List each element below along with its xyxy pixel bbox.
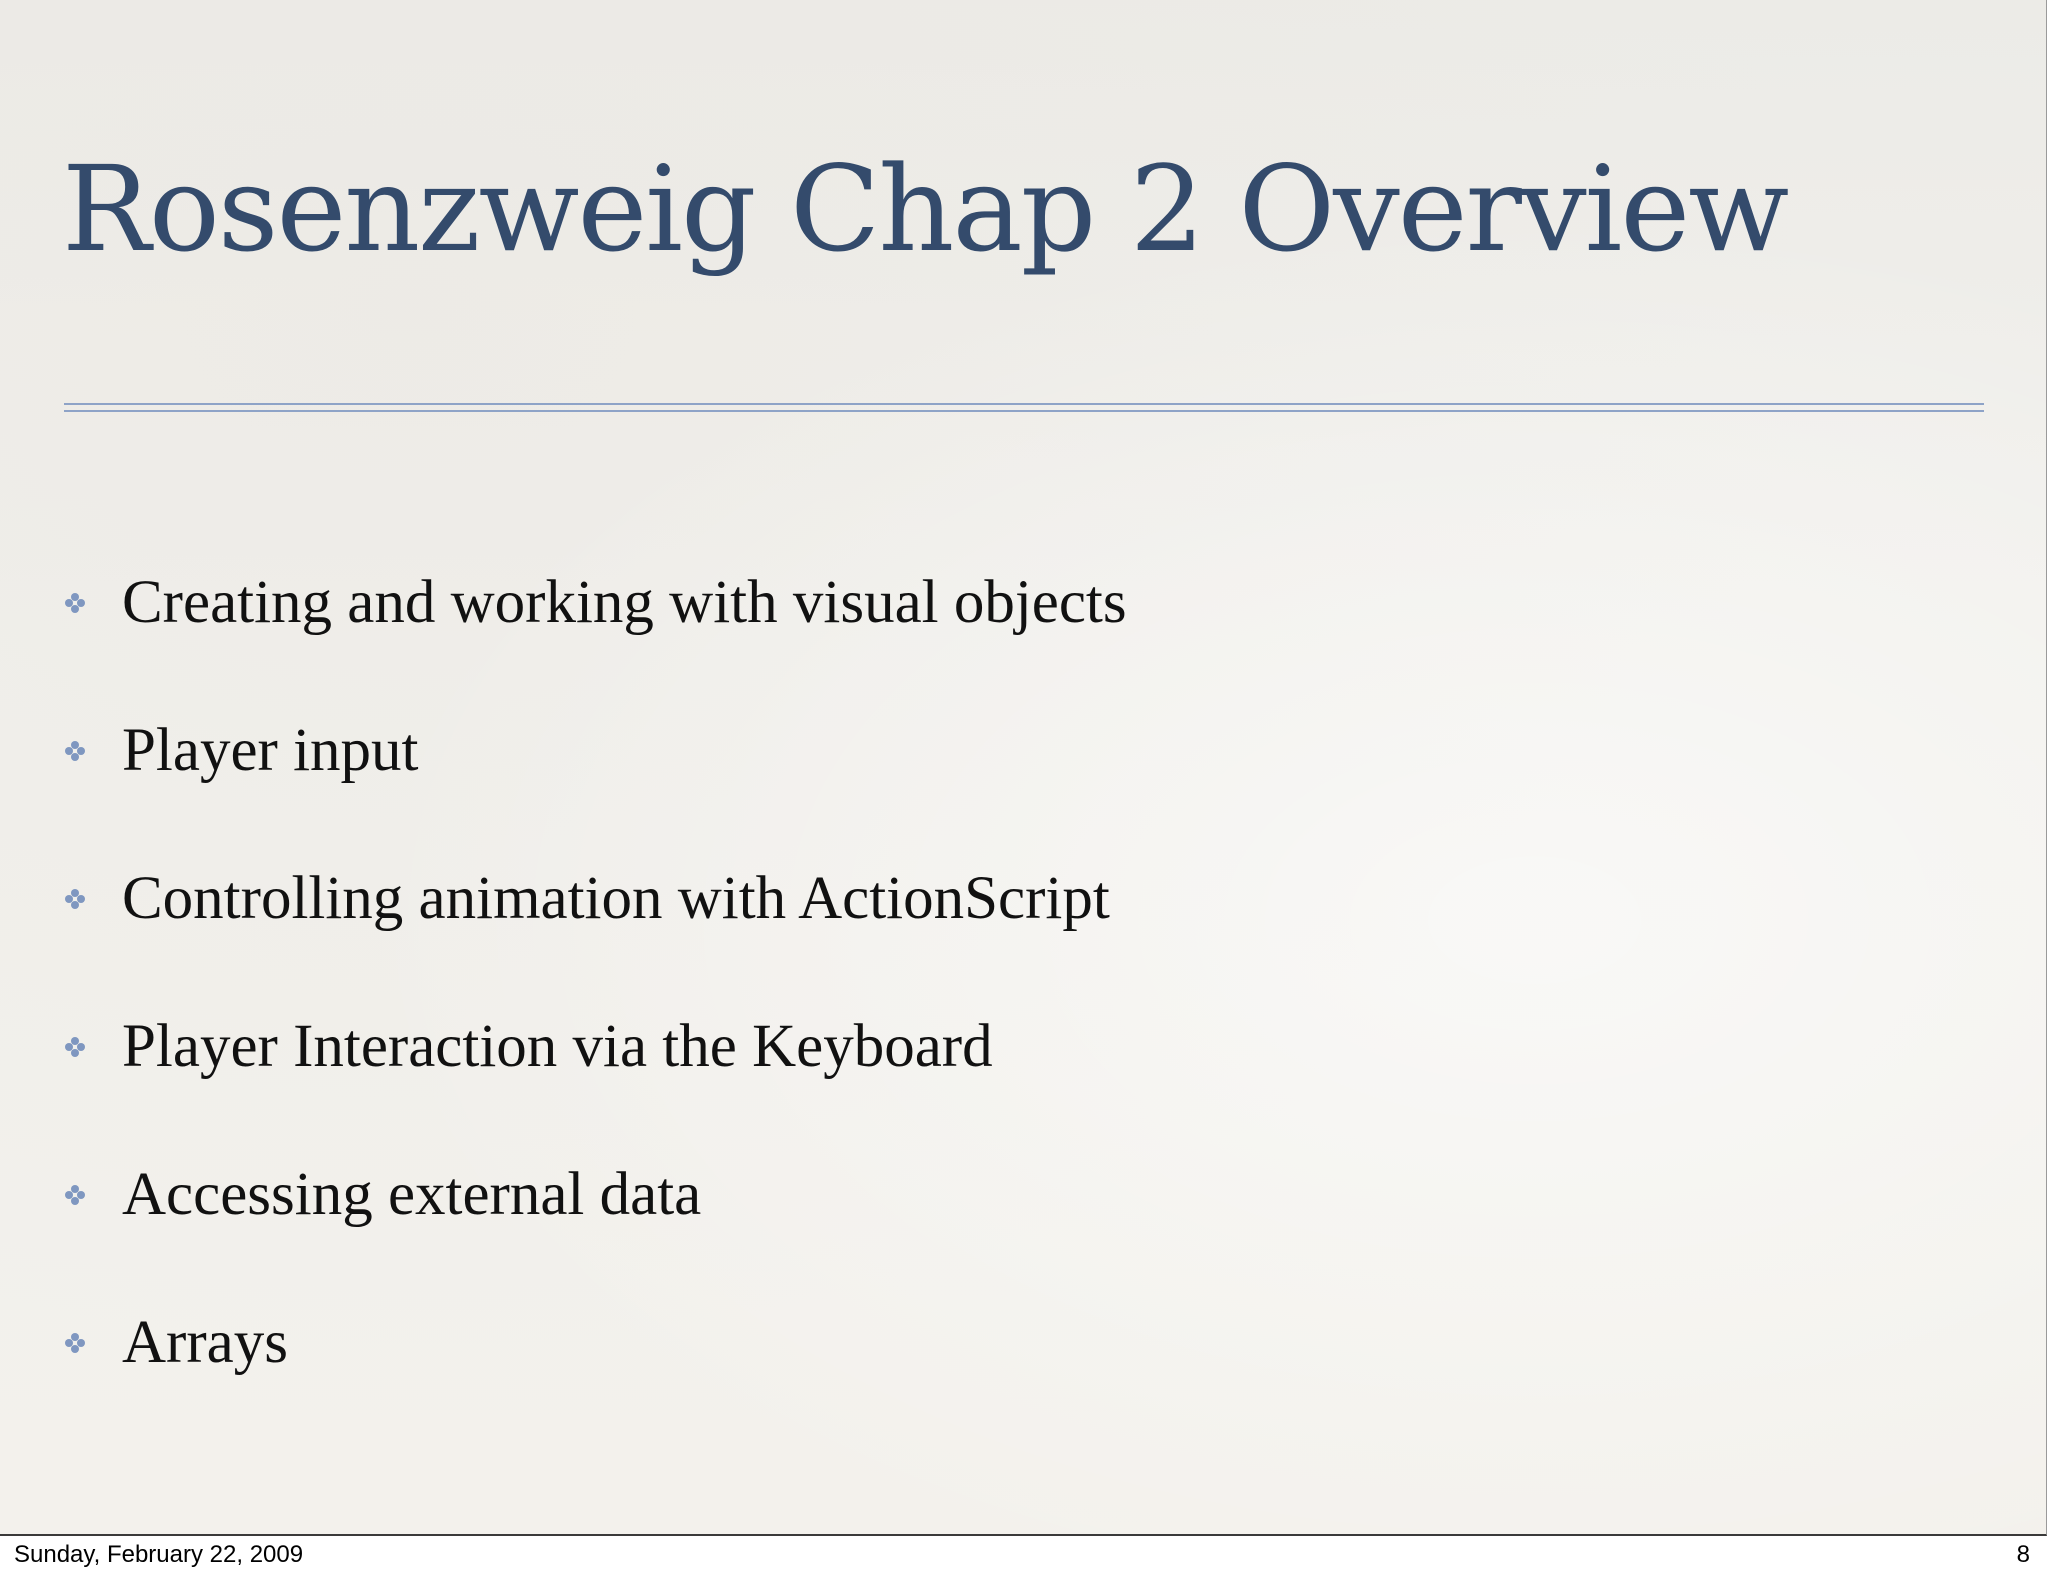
bullet-item [0, 1306, 1600, 1396]
slide-title: Rosenzweig Chap 2 Overview [62, 140, 1788, 278]
fleuron-bullet-icon [64, 1184, 86, 1206]
fleuron-bullet-icon [64, 1332, 86, 1354]
bullet-item [0, 1158, 1600, 1248]
fleuron-bullet-icon [64, 740, 86, 762]
fleuron-bullet-icon [64, 1036, 86, 1058]
bullet-text: Accessing external data [122, 1161, 702, 1228]
bullet-item [0, 566, 1600, 656]
footer-date: Sunday, February 22, 2009 [14, 1541, 304, 1568]
bullet-item [0, 714, 1600, 804]
bullet-text: Creating and working with visual objects [122, 569, 1127, 636]
bullet-text: Player Interaction via the Keyboard [122, 1013, 993, 1080]
footer-page-number: 8 [2016, 1541, 2030, 1568]
bullet-item [0, 862, 1600, 952]
bullet-text: Arrays [122, 1309, 288, 1376]
bullet-text: Controlling animation with ActionScript [122, 865, 1110, 932]
fleuron-bullet-icon [64, 888, 86, 910]
bullet-item [0, 1010, 1600, 1100]
bullet-text: Player input [122, 717, 419, 784]
fleuron-bullet-icon [64, 592, 86, 614]
print-footer [0, 1536, 2048, 1576]
